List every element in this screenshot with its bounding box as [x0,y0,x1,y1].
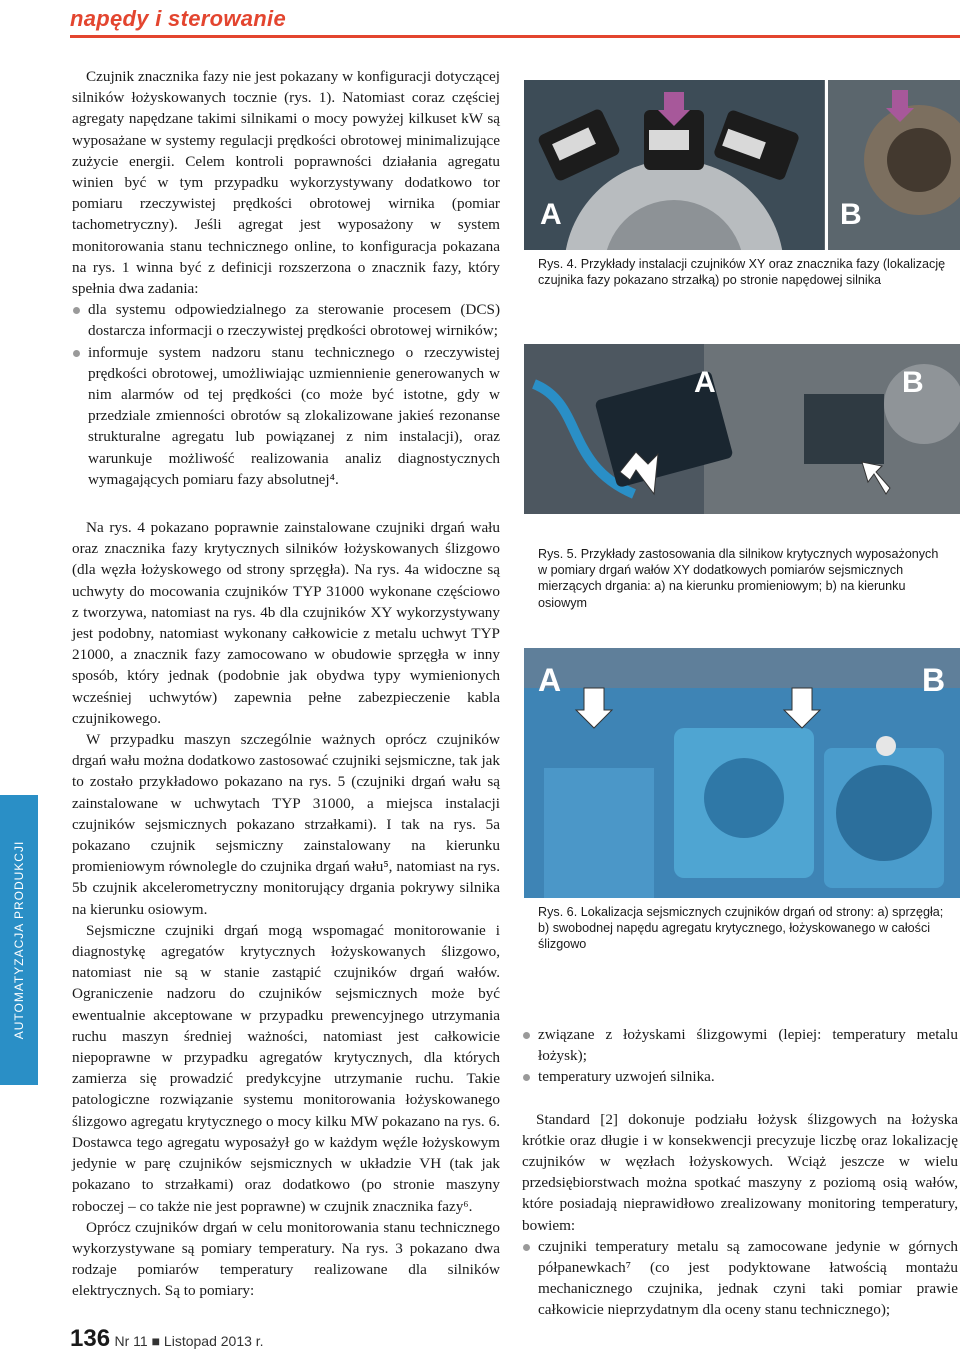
bullet-list-2 [522,1024,958,1088]
paragraph-2: Na rys. 4 pokazano poprawnie zainstalowane czujniki drgań wału oraz znacznika fazy krytycznych silników łożyskowanych ślizgowo (dla węzła łożyskowego od strony sprzęgła). Na rys. 4a widoczne są uchwyty do mocowania czujników TYP 31000 wykonane częściowo z tworzywa, natomiast na rys. 4b dla czujników XY wykorzystywany jest podobny, natomiast wykonany całkowicie z metalu uchwyt TYP 21000, a znacznik fazy zamocowano w obudowie sprzęgła w inny sposób, który jednak (podobnie jak obydwa typy wymienionych wcześniej uchwytów) zapewnia pełne zabezpieczenie kabla czujnikowego. [72,519,500,727]
bullet-list-1 [72,299,500,490]
page-footer [70,1325,264,1353]
figure-5-photo [524,344,960,514]
left-column [72,66,500,490]
page-number: 136 [70,1325,111,1352]
figure-5-caption: Rys. 5. Przykłady zastosowania dla silnikow krytycznych wyposażonych w pomiary drgań wałów XY dodatkowych pomiarów sejsmicznych mierzących drgania: a) na kierunku promieniowym; b) na kierunku osiowym [538,547,939,610]
figure-4-image [524,80,960,250]
list-item: związane z łożyskami ślizgowymi (lepiej: temperatury metalu łożysk); [522,1024,958,1066]
paragraph-1: Czujnik znacznika fazy nie jest pokazany w konfiguracji dotyczącej silników łożyskowanych tocznie (rys. 1). Natomiast coraz częściej agregaty napędzane takimi silnikami o mocy powyżej kilkuset kW są wyposażane w systemy regulacji prędkości obrotowej minimalizujące zużycie energii. Celem kontroli poprawności działania agregatu winien być w tym przypadku wykorzystywany dodatkowo tor pomiaru rzeczywistej prędkości obrotowej wirnika (pomiar tachometryczny). Jeśli agregat jest wyposażony w system monitorowania stanu technicznego online, to konfiguracja pokazana na rys. 1 winna być z definicji rozszerzona o znacznik fazy, który spełnia dwa zadania: [72,68,500,298]
figure-5-label-a: A [694,366,716,399]
right-column [522,1024,958,1321]
list-item: dla systemu odpowiedzialnego za sterowanie procesem (DCS) dostarcza informacji o rzeczywistej prędkości obrotowej wirników; [72,299,500,341]
figure-4-caption: Rys. 4. Przykłady instalacji czujników XY oraz znacznika fazy (lokalizację czujnika fazy pokazano strzałką) po stronie napędowej silnika [538,257,946,288]
figure-5-image [524,344,960,514]
list-item: informuje system nadzoru stanu technicznego o rzeczywistej prędkości obrotowej, umożliwiając uzmiennienie generowanych w nim alarmów od tej prędkości (co może być istotne, gdy w przedziale zmienności obrotów są zlokalizowane jakieś rezonanse strukturalne agregatu lub powiązanej z nim instalacji), oraz warunkuje możliwość realizowania analiz diagnostycznych wymagających pomiaru fazy absolutnej⁴. [72,342,500,490]
figure-4-label-b: B [840,198,862,231]
list-item: temperatury uzwojeń silnika. [522,1066,958,1087]
figure-6-photo [524,648,960,898]
figure-6-image [524,648,960,898]
figure-4-label-a: A [540,198,562,231]
figure-6-label-a: A [538,662,562,698]
paragraph-standard: Standard [2] dokonuje podziału łożysk ślizgowych na łożyska krótkie oraz długie i w konsekwencji precyzuje liczbę oraz lokalizację czujników w węzłach łożyskowych. Wciąż jeszcze w wielu przedsiębiorstwach można spotkać maszyny z poziomą osią wałów, które posiadają nieprawidłowo zrealizowany monitoring temperatury, bowiem: [522,1110,958,1234]
left-column-lower [72,517,500,1302]
side-tab [0,795,38,1085]
paragraph-5: Oprócz czujników drgań w celu monitorowania stanu technicznego wykorzystywane są pomiary temperatury. Na rys. 3 pokazano dwa rodzaje pomiarów temperatury realizowane dla silników elektrycznych. Są to pomiary: [72,1218,500,1300]
paragraph-4: Sejsmiczne czujniki drgań mogą wspomagać monitorowanie i diagnostykę agregatów krytycznych łożyskowanych ślizgowo, natomiast nie są w stanie zastąpić czujników drgań wałów. Ograniczenie nadzoru do czujników sejsmicznych może być ewentualnie akceptowane w przypadku prewencyjnego utrzymania ruchu maszyn średniej ważności, natomiast jest całkowicie niepoprawne w przypadku agregatów krytycznych, dla których zamierza się prowadzić predykcyjne utrzymanie ruchu. Takie patologiczne rozwiązanie systemu monitorowania łożyskowanego ślizgowo agregatu krytycznego o mocy kilku MW pokazano na rys. 6. Dostawca tego agregatu wyposażył go w każdym węźle łożyskowym jedynie w parę czujników sejsmicznych w układzie VH (tak jak pokazano to strzałkami) oraz dodatkowo (po stronie maszyny roboczej – co także nie jest poprawne) w czujnik znacznika fazy⁶. [72,921,500,1215]
paragraph-3: W przypadku maszyn szczególnie ważnych oprócz czujników drgań wału można dodatkowo zastosować czujniki sejsmiczne, tak jak to zostało przykładowo pokazano na rys. 5 (czujniki drgań wału są zainstalowane w uchwytach TYP 31000, a miejsca instalacji czujników sejsmicznych pokazano strzałkami). I tak na rys. 5a pokazano czujnik sejsmiczny zainstalowany na kierunku promieniowym równolegle do czujnika drgań wału⁵, natomiast na rys. 5b czujnik akcelerometryczny monitorujący drgania pokrywy silnika na kierunku osiowym. [72,731,500,918]
section-header: napędy i sterowanie [70,6,286,31]
header-rule [70,35,960,38]
issue-info: Nr 11 ■ Listopad 2013 r. [114,1333,264,1349]
list-item: czujniki temperatury metalu są zamocowane jedynie w górnych półpanewkach⁷ (co jest podyktowane łatwością montażu mechanicznego czujnika, jednak czyni taki pomiar prawie całkowicie nieprzydatnym dla oceny stanu technicznego); [522,1236,958,1321]
figure-5-label-b: B [902,366,924,399]
figure-6-caption: Rys. 6. Lokalizacja sejsmicznych czujników drgań od strony: a) sprzęgła; b) swobodnej napędu agregatu krytycznego, łożyskowanego w całości ślizgowo [538,905,944,952]
figure-4-photo [524,80,960,250]
side-tab-label: AUTOMATYZACJA PRODUKCJI [12,840,26,1040]
bullet-list-3 [522,1236,958,1321]
figure-6-label-b: B [922,662,946,698]
